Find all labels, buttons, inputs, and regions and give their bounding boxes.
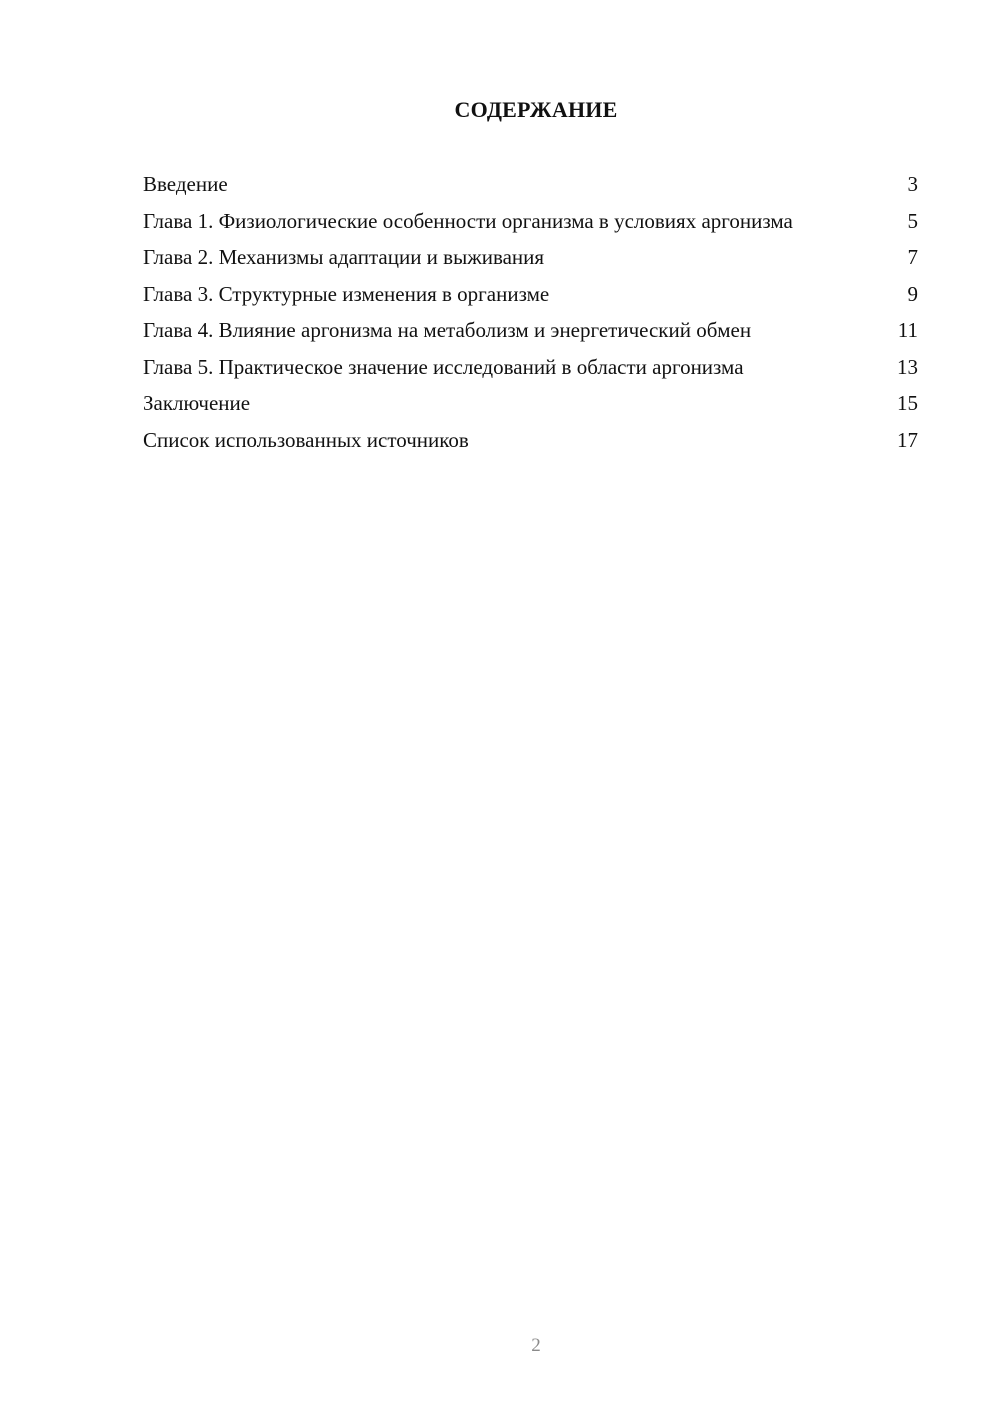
- toc-entry-page: 5: [907, 208, 918, 233]
- toc-entry-label: Заключение: [143, 391, 251, 415]
- toc-title: СОДЕРЖАНИЕ: [454, 97, 618, 122]
- toc-entry-chapter-5: [143, 354, 918, 382]
- toc-entry-page: 9: [907, 281, 918, 306]
- toc-entry-chapter-1: [143, 208, 918, 236]
- toc-entry-chapter-3: [143, 281, 918, 309]
- toc-entry-chapter-4: [143, 317, 918, 345]
- toc-entry-page: 15: [897, 391, 918, 415]
- toc-entry-label: Введение: [143, 172, 228, 196]
- toc-entry-label: Список использованных источников: [143, 427, 469, 452]
- toc-entry-page: 7: [907, 245, 918, 269]
- toc-entry-introduction: [143, 171, 918, 199]
- toc-entry-conclusion: [143, 390, 918, 418]
- toc-entry-label: Глава 3. Структурные изменения в организме: [143, 281, 550, 306]
- toc-entry-page: 3: [907, 172, 918, 196]
- toc-entry-chapter-2: [143, 244, 918, 272]
- toc-entry-references: [143, 427, 918, 455]
- toc-entry-label: Глава 5. Практическое значение исследований в области аргонизма: [143, 354, 744, 379]
- toc-entry-label: Глава 4. Влияние аргонизма на метаболизм и энергетический обмен: [143, 318, 752, 342]
- toc-entry-label: Глава 2. Механизмы адаптации и выживания: [143, 245, 545, 269]
- page-number: 2: [531, 1335, 541, 1356]
- toc-list: [143, 171, 918, 463]
- toc-entry-page: 17: [897, 427, 918, 452]
- toc-entry-label: Глава 1. Физиологические особенности организма в условиях аргонизма: [143, 208, 793, 233]
- toc-entry-page: 11: [897, 318, 918, 342]
- toc-entry-page: 13: [897, 354, 918, 379]
